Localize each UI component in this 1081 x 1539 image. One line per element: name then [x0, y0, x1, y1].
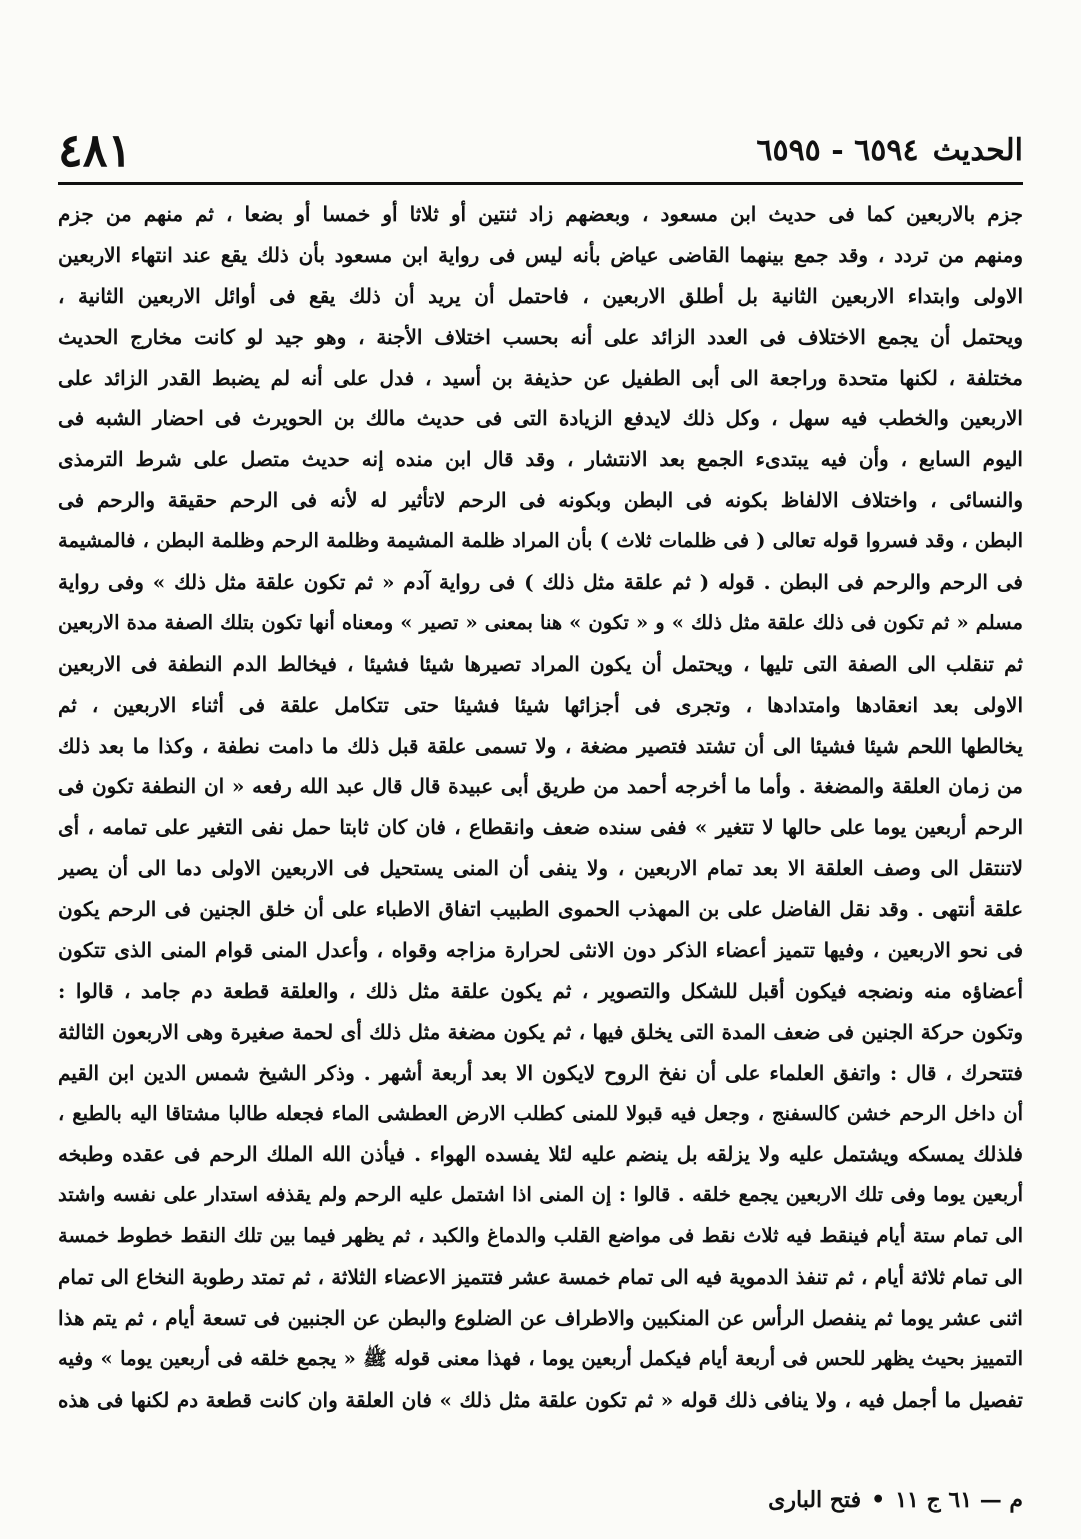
text-line: لاتنتقل الى وصف العلقة الا بعد تمام الاربعين ، ولا ينفى أن المنى يستحيل فى الاربعين الاولى دما الى أن يصير: [58, 856, 1023, 881]
text-line: ثم تنقلب الى الصفة التى تليها ، ويحتمل أن يكون المراد تصيرها شيئا فشيئا ، فيخالط الدم النطفة فى الاربعين: [58, 651, 1023, 676]
text-line: علقة أنتهى . وقد نقل الفاضل على بن المهذب الحموى الطبيب اتفاق الاطباء على أن خلق الجنين فى الرحم يكون: [58, 897, 1023, 922]
text-line: الى تمام ستة أيام فينقط فيه ثلاث نقط فى مواضع القلب والدماغ والكبد ، ثم يظهر فيما بين تلك النقط خطوط خمسة: [58, 1224, 1023, 1248]
running-title-word: الحديث: [932, 132, 1023, 168]
text-line: فى نحو الاربعين ، وفيها تتميز أعضاء الذكر دون الانثى لحرارة مزاجه وقواه ، وأعدل المنى قوام المنى الذى تتكون: [58, 938, 1023, 963]
text-line: الاولى وابتداء الاربعين الثانية بل أطلق الاربعين ، فاحتمل أن يريد أن ذلك يقع فى أوائل الاربعين الثانية ،: [58, 283, 1023, 308]
text-line: فلذلك يمسكه ويشتمل عليه ولا يزلقه بل ينضم عليه لئلا يفسده الهواء . فيأذن الله الملك الرحم فى عقده وطبخه: [58, 1142, 1023, 1167]
text-line: وتكون حركة الجنين فى ضعف المدة التى يخلق فيها ، ثم يكون مضغة مثل ذلك أى لحمة صغيرة وهى الاربعون الثالثة: [58, 1019, 1023, 1044]
text-line: أعضاؤه منه ونضجه فيكون أقبل للشكل والتصوير ، ثم يكون علقة مثل ذلك ، والعلقة قطعة دم جامد ، قالوا :: [58, 978, 1023, 1003]
text-line: أن داخل الرحم خشن كالسفنج ، وجعل فيه قبولا للمنى كطلب الارض العطشى الماء فجعله طالبا مشتاقا اليه بالطبع ،: [58, 1101, 1023, 1125]
text-line: الى تمام ثلاثة أيام ، ثم تنفذ الدموية فيه الى تمام خمسة عشر فتتميز الاعضاء الثلاثة ، ثم تمتد رطوبة النخاع الى تمام: [58, 1265, 1023, 1290]
header-rule: [58, 182, 1023, 185]
body-text: [58, 194, 1023, 1421]
text-line: أربعين يوما وفى تلك الاربعين يجمع خلقه . قالوا : إن المنى اذا اشتمل عليه الرحم ولم يقذفه استدار على نفسه واشتد: [58, 1183, 1023, 1207]
text-line: الرحم أربعين يوما على حالها لا تتغير » ففى سنده ضعف وانقطاع ، فان كان ثابتا حمل نفى التغير على تمامه ، أى: [58, 815, 1023, 840]
text-line: التمييز بحيث يظهر للحس فى أربعة أيام فيكمل أربعين يوما ، فهذا معنى قوله ﷺ « يجمع خلقه فى أربعين يوما » وفيه: [58, 1346, 1023, 1370]
text-line: الاربعين والخطب فيه سهل ، وكل ذلك لايدفع الزيادة التى فى حديث مالك بن الحويرث فى احضار الشبه فى: [58, 406, 1023, 431]
text-line: ويحتمل أن يجمع الاختلاف فى العدد الزائد على أنه بحسب اختلاف الأجنة ، وهو جيد لو كانت مخارج الحديث: [58, 324, 1023, 349]
text-line: فى الرحم والرحم فى البطن . قوله ( ثم علقة مثل ذلك ) فى رواية آدم « ثم تكون علقة مثل ذلك » وفى رواية: [58, 570, 1023, 595]
text-line: البطن ، وقد فسروا قوله تعالى ( فى ظلمات ثلاث ) بأن المراد ظلمة المشيمة وظلمة الرحم وظلمة البطن ، فالمشيمة: [58, 529, 1023, 553]
text-line: مسلم « ثم تكون فى ذلك علقة مثل ذلك » و « تكون » هنا بمعنى « تصير » ومعناه أنها تكون بتلك الصفة مدة الاربعين: [58, 610, 1023, 634]
hadith-range: ٦٥٩٤ - ٦٥٩٥: [756, 132, 919, 168]
text-line: الاولى بعد انعقادها وامتدادها ، وتجرى فى أجزائها شيئا فشيئا حتى تتكامل علقة فى أثناء الاربعين ، ثم: [58, 692, 1023, 717]
page-header: [58, 118, 1023, 182]
volume-mark: م — ٦١ ج ١١: [895, 1487, 1023, 1513]
text-line: مختلفة ، لكنها متحدة وراجعة الى أبى الطفيل عن حذيفة بن أسيد ، فدل على أنه لم يضبط القدر الزائد على: [58, 365, 1023, 390]
text-line: تفصيل ما أجمل فيه ، ولا ينافى ذلك قوله « ثم تكون علقة مثل ذلك » فان العلقة وان كانت قطعة دم لكنها فى هذه: [58, 1387, 1023, 1412]
text-line: يخالطها اللحم شيئا فشيئا الى أن تشتد فتصير مضغة ، ولا تسمى علقة قبل ذلك ما دامت نطفة ، وكذا ما بعد ذلك: [58, 733, 1023, 758]
running-title: [756, 133, 1023, 168]
text-line: اثنى عشر يوما ثم ينفصل الرأس عن المنكبين والاطراف عن الضلوع والبطن عن الجنبين فى تسعة أيام ، ثم يتم هذا: [58, 1306, 1023, 1331]
book-title: فتح البارى: [768, 1487, 862, 1513]
page-footer: [58, 1482, 1023, 1518]
text-line: فتتحرك ، قال : واتفق العلماء على أن نفخ الروح لايكون الا بعد أربعة أشهر . وذكر الشيخ شمس الدين ابن القيم: [58, 1060, 1023, 1085]
text-line: من زمان العلقة والمضغة . وأما ما أخرجه أحمد من طريق أبى عبيدة قال قال عبد الله رفعه « ان النطفة تكون فى: [58, 774, 1023, 799]
text-line: جزم بالاربعين كما فى حديث ابن مسعود ، وبعضهم زاد ثنتين أو ثلاثا أو خمسا أو بضعا ، ثم منهم من جزم: [58, 202, 1023, 226]
text-line: ومنهم من تردد ، وقد جمع بينهما القاضى عياض بأنه ليس فى رواية ابن مسعود بأن ذلك يقع عند انتهاء الاربعين: [58, 242, 1023, 267]
text-line: والنسائى ، واختلاف الالفاظ بكونه فى البطن وبكونه فى الرحم لاتأثير له لأنه فى الرحم حقيقة والرحم فى: [58, 488, 1023, 513]
footer-separator: •: [871, 1487, 886, 1513]
page-number: ٤٨١: [58, 123, 133, 177]
text-line: اليوم السابع ، وأن فيه يبتدىء الجمع بعد الانتشار ، وقد قال ابن منده إنه حديث متصل على شرط الترمذى: [58, 447, 1023, 472]
